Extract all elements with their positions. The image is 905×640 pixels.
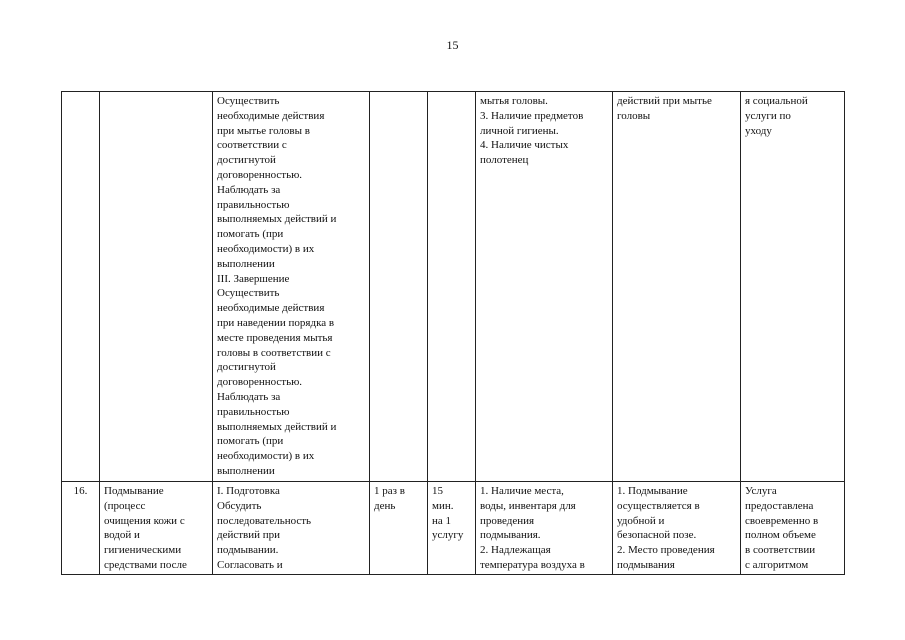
cell-text-line: полотенец (480, 154, 529, 167)
cell-text-line: выполнении (217, 257, 275, 270)
cell-text-line: необходимые действия (217, 109, 325, 122)
cell-text-line: мытья головы. (480, 95, 548, 107)
cell-text-line: действий при мытье (617, 95, 712, 107)
cell-text-line: необходимости) в их (217, 450, 315, 463)
cell-text-line: 15 (432, 485, 443, 497)
cell-text-line: Услуга (745, 485, 777, 497)
cell-text-line: правильностью (217, 405, 290, 418)
cell-text-line: I. Подготовка (217, 485, 280, 497)
cell-conditions (476, 482, 613, 575)
cell-text-line: 1. Подмывание (617, 485, 688, 497)
cell-text-line: правильностью (217, 198, 290, 211)
cell-text-line: выполнении (217, 464, 275, 477)
cell-text-line: на 1 (432, 514, 452, 527)
cell-text-line: помогать (при (217, 435, 284, 448)
cell-result (741, 482, 845, 575)
cell-number (62, 92, 100, 482)
cell-text-line: 16. (73, 485, 88, 497)
cell-text-line: последовательность (217, 514, 312, 527)
cell-service-name (100, 92, 213, 482)
cell-text-line: помогать (при (217, 228, 284, 241)
cell-text-line: проведения (480, 514, 535, 527)
cell-text-line: необходимые действия (217, 302, 325, 315)
cell-text-line: соответствии с (217, 139, 287, 152)
cell-text-line: день (374, 499, 396, 512)
page-number: 15 (446, 38, 459, 52)
cell-procedure (213, 482, 370, 575)
cell-text-line: 1. Наличие места, (480, 485, 564, 497)
cell-text-line: личной гигиены. (480, 124, 559, 137)
cell-frequency (370, 482, 428, 575)
cell-text-line: договоренностью. (217, 376, 303, 389)
cell-text-line: Подмывание (104, 485, 164, 497)
cell-text-line: с алгоритмом (745, 558, 809, 571)
table-row (62, 482, 845, 575)
cell-text-line: очищения кожи с (104, 514, 185, 527)
cell-text-line: при мытье головы в (217, 124, 310, 137)
cell-text-line: полном объеме (745, 529, 816, 542)
cell-text-line: Осуществить (217, 287, 280, 300)
cell-text-line: я социальной (745, 95, 808, 107)
cell-text-line: договоренностью. (217, 168, 303, 181)
table-row (62, 92, 845, 482)
cell-text-line: при наведении порядка в (217, 316, 335, 329)
cell-duration (428, 92, 476, 482)
cell-text-line: головы в соответствии с (217, 346, 331, 359)
cell-text-line: выполняемых действий и (217, 420, 337, 433)
cell-text-line: Наблюдать за (217, 183, 281, 196)
cell-text-line: Наблюдать за (217, 390, 281, 403)
cell-text-line: безопасной позе. (617, 529, 697, 542)
cell-text-line: достигнутой (217, 361, 276, 374)
cell-text-line: подмывания (617, 558, 675, 571)
services-table (61, 91, 845, 575)
cell-text-line: предоставлена (745, 499, 814, 512)
cell-text-line: подмывании. (217, 544, 279, 557)
cell-frequency (370, 92, 428, 482)
cell-duration (428, 482, 476, 575)
cell-text-line: гигиеническими (104, 544, 182, 557)
cell-text-line: подмывания. (480, 529, 541, 542)
cell-text-line: выполняемых действий и (217, 213, 337, 226)
cell-text-line: Обсудить (217, 499, 262, 512)
cell-text-line: 4. Наличие чистых (480, 139, 569, 152)
cell-text-line: 3. Наличие предметов (480, 109, 584, 122)
cell-service-name (100, 482, 213, 575)
cell-result (741, 92, 845, 482)
cell-text-line: своевременно в (745, 514, 819, 527)
cell-text-line: головы (617, 109, 651, 122)
cell-text-line: воды, инвентаря для (480, 499, 576, 512)
cell-text-line: (процесс (104, 499, 146, 512)
cell-text-line: 1 раз в (374, 485, 405, 497)
cell-text-line: 2. Надлежащая (480, 544, 551, 557)
cell-text-line: средствами после (104, 558, 187, 571)
cell-text-line: достигнутой (217, 154, 276, 167)
cell-text-line: Осуществить (217, 95, 280, 107)
cell-text-line: Согласовать и (217, 558, 283, 571)
cell-text-line: в соответствии (745, 544, 816, 557)
cell-text-line: 2. Место проведения (617, 544, 715, 557)
cell-conditions (476, 92, 613, 482)
cell-text-line: III. Завершение (217, 272, 290, 285)
cell-text-line: температура воздуха в (480, 558, 585, 571)
cell-text-line: услуги по (745, 109, 791, 122)
cell-text-line: необходимости) в их (217, 242, 315, 255)
cell-quality-indicators (613, 92, 741, 482)
cell-text-line: действий при (217, 529, 281, 542)
cell-text-line: удобной и (617, 514, 665, 527)
cell-text-line: мин. (432, 499, 454, 512)
cell-procedure (213, 92, 370, 482)
cell-text-line: уходу (745, 124, 772, 137)
cell-text-line: услугу (432, 529, 464, 542)
cell-number (62, 482, 100, 575)
cell-text-line: месте проведения мытья (217, 331, 333, 344)
cell-text-line: осуществляется в (617, 499, 700, 512)
cell-text-line: водой и (104, 529, 140, 542)
cell-quality-indicators (613, 482, 741, 575)
